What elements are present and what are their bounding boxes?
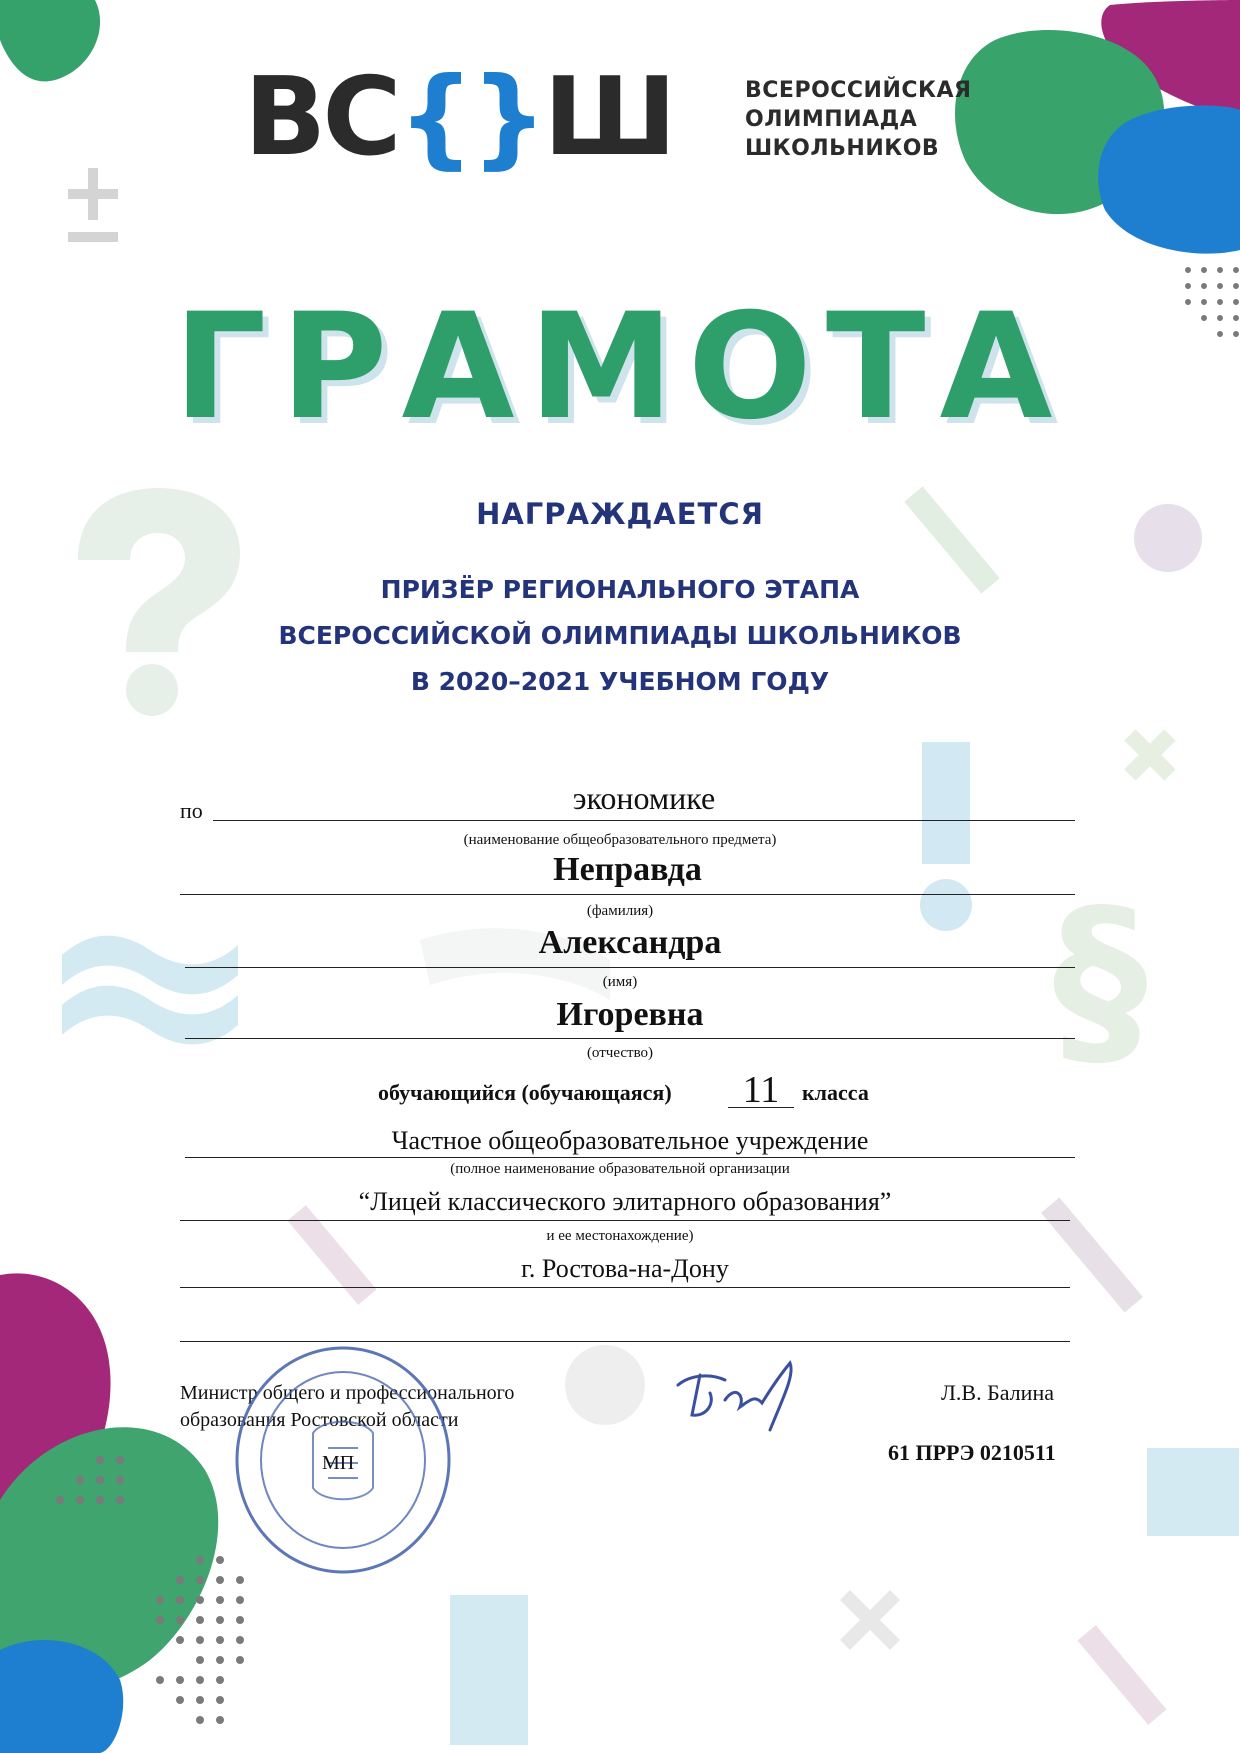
subject-underline <box>213 820 1075 821</box>
school-underline-1 <box>185 1157 1075 1158</box>
school-field-1 <box>185 1126 1075 1158</box>
stamp-place-label: МП <box>322 1452 355 1474</box>
logo-letters-left: ВС <box>244 55 398 180</box>
name-underline <box>185 967 1075 968</box>
school-line2: “Лицей классического элитарного образования” <box>358 1187 892 1216</box>
patronymic-underline <box>185 1038 1075 1039</box>
logo-name-line2: ОЛИМПИАДА <box>745 107 918 132</box>
subject-value: экономике <box>572 780 716 816</box>
school-line1: Частное общеобразовательное учреждение <box>391 1126 869 1155</box>
position-line1: Министр общего и профессионального <box>180 1382 515 1404</box>
subtitle-line2: ВСЕРОССИЙСКОЙ ОЛИМПИАДЫ ШКОЛЬНИКОВ <box>278 621 962 650</box>
subject-prefix: по <box>180 798 203 823</box>
olympiad-logo-name <box>745 76 1045 163</box>
grade-value: 11 <box>742 1069 780 1111</box>
grade-suffix: класса <box>802 1080 869 1105</box>
name-caption: (имя) <box>602 974 638 990</box>
surname-underline <box>180 894 1075 895</box>
certificate-number: 61 ПРРЭ 0210511 <box>888 1440 1056 1465</box>
surname-field <box>180 851 1075 895</box>
logo-braces: {} <box>397 55 544 180</box>
city-underline <box>180 1287 1070 1288</box>
patronymic-value: Игоревна <box>556 996 704 1033</box>
student-label: обучающийся (обучающаяся) <box>378 1080 672 1105</box>
certificate-title: ГРАМОТА <box>173 282 1067 452</box>
city-field <box>180 1254 1070 1288</box>
logo-name-line1: ВСЕРОССИЙСКАЯ <box>745 78 972 103</box>
patronymic-caption: (отчество) <box>586 1045 654 1061</box>
patronymic-field <box>185 996 1075 1040</box>
city-value: г. Ростова-на-Дону <box>521 1254 729 1283</box>
handwritten-signature <box>670 1345 820 1435</box>
logo-letters-right: Ш <box>543 55 673 180</box>
school-caption-2: и ее местонахождение) <box>546 1228 694 1244</box>
grade-field <box>728 1068 794 1111</box>
logo-name-line3: ШКОЛЬНИКОВ <box>745 136 940 161</box>
grade-underline <box>728 1107 794 1108</box>
subject-field <box>213 780 1075 820</box>
subject-caption: (наименование общеобразовательного предмета) <box>463 832 777 848</box>
olympiad-logo-abbreviation <box>244 55 673 180</box>
svg-text:§: § <box>1052 869 1148 1090</box>
school-underline-2 <box>180 1220 1070 1221</box>
signer-name: Л.В. Балина <box>941 1380 1054 1405</box>
name-field <box>185 924 1075 968</box>
surname-value: Неправда <box>553 851 702 888</box>
surname-caption: (фамилия) <box>586 903 654 919</box>
school-caption-1: (полное наименование образовательной организации <box>450 1161 790 1177</box>
name-value: Александра <box>538 924 722 961</box>
school-field-2 <box>180 1187 1070 1221</box>
position-line2: образования Ростовской области <box>180 1409 459 1431</box>
subtitle-line3: В 2020–2021 УЧЕБНОМ ГОДУ <box>410 667 830 696</box>
awarded-heading: НАГРАЖДАЕТСЯ <box>476 497 764 531</box>
subtitle-line1: ПРИЗЁР РЕГИОНАЛЬНОГО ЭТАПА <box>380 575 860 604</box>
